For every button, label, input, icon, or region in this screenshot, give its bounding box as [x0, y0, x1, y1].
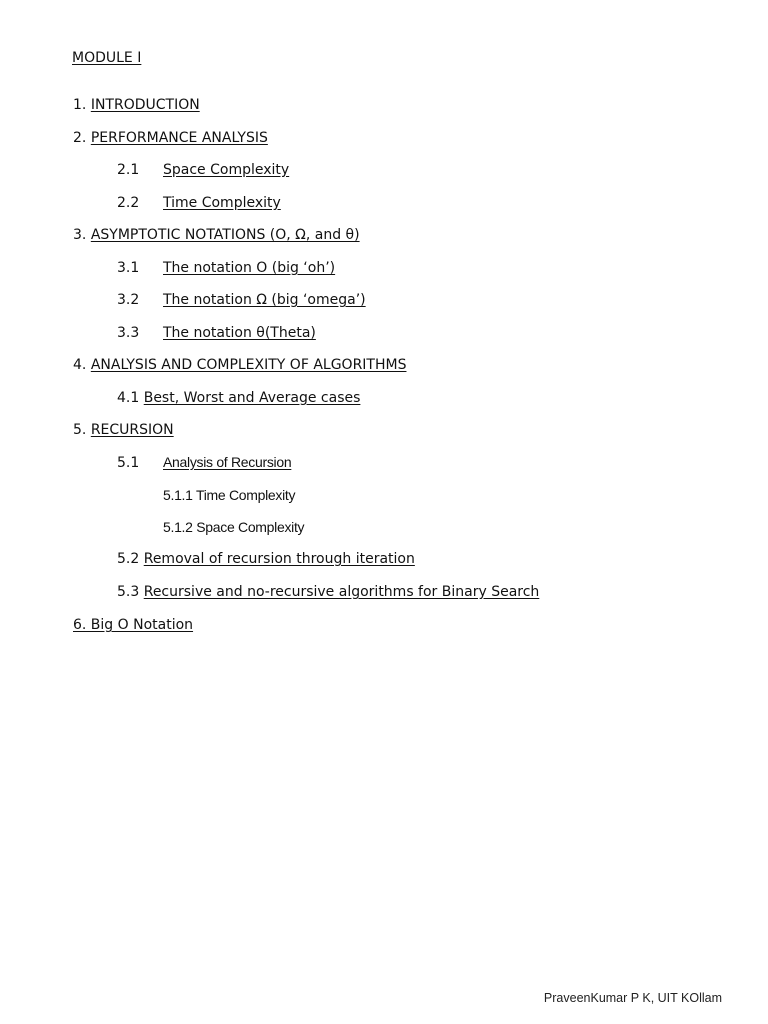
toc-title: ASYMPTOTIC NOTATIONS (O, Ω, and θ) [90, 227, 360, 243]
toc-entry-5-1-1: 5.1.1 Time Complexity [163, 487, 296, 503]
toc-entry-2-1 [117, 161, 289, 179]
toc-entry-2 [73, 129, 268, 147]
toc-title: Removal of recursion through iteration [143, 551, 415, 567]
module-title: MODULE I [72, 50, 142, 66]
toc-title: Best, Worst and Average cases [143, 390, 361, 406]
toc-title: The notation Ω (big ‘omega’) [163, 292, 366, 308]
toc-title: PERFORMANCE ANALYSIS [90, 130, 268, 146]
toc-number: 3.2 [117, 292, 140, 308]
toc-entry-3-2 [117, 291, 366, 309]
toc-number: 1. [73, 97, 87, 113]
toc-number: 3.3 [117, 325, 140, 341]
toc-entry-5-1 [117, 453, 291, 472]
toc-entry-3 [73, 226, 360, 244]
toc-entry-5-3 [117, 583, 539, 601]
toc-entry-3-3 [117, 324, 316, 342]
toc-number: 4.1 [117, 390, 140, 406]
toc-number: 3. [73, 227, 87, 243]
toc-number: 2.2 [117, 195, 140, 211]
toc-title: ANALYSIS AND COMPLEXITY OF ALGORITHMS [90, 357, 407, 373]
toc-number: 4. [73, 357, 87, 373]
toc-entry-5-2 [117, 550, 415, 568]
toc-entry-4-1 [117, 389, 360, 407]
toc-entry-4 [73, 356, 406, 374]
toc-title: The notation O (big ‘oh’) [163, 260, 336, 276]
toc-entry-5 [73, 421, 174, 439]
toc-title: Analysis of Recursion [163, 454, 292, 470]
page-footer: PraveenKumar P K, UIT KOllam [543, 991, 722, 1005]
toc-number: 5. [73, 422, 87, 438]
toc-title: Recursive and no-recursive algorithms for Binary Search [143, 584, 540, 600]
toc-number: 5.2 [117, 551, 140, 567]
toc-title: Space Complexity [163, 162, 290, 178]
toc-title: The notation θ(Theta) [163, 325, 316, 341]
toc-number: 3.1 [117, 260, 140, 276]
toc-number: 2. [73, 130, 87, 146]
toc-entry-5-1-2: 5.1.2 Space Complexity [163, 519, 305, 535]
toc-number: 5.1 [117, 455, 140, 471]
toc-number: 2.1 [117, 162, 140, 178]
toc-title: INTRODUCTION [90, 97, 200, 113]
toc-entry-3-1 [117, 259, 335, 277]
toc-entry-6: 6. Big O Notation [73, 617, 194, 633]
toc-entry-1 [73, 96, 200, 114]
toc-entry-2-2 [117, 194, 281, 212]
toc-number: 5.3 [117, 584, 140, 600]
toc-title: Time Complexity [163, 195, 281, 211]
toc-title: RECURSION [90, 422, 174, 438]
